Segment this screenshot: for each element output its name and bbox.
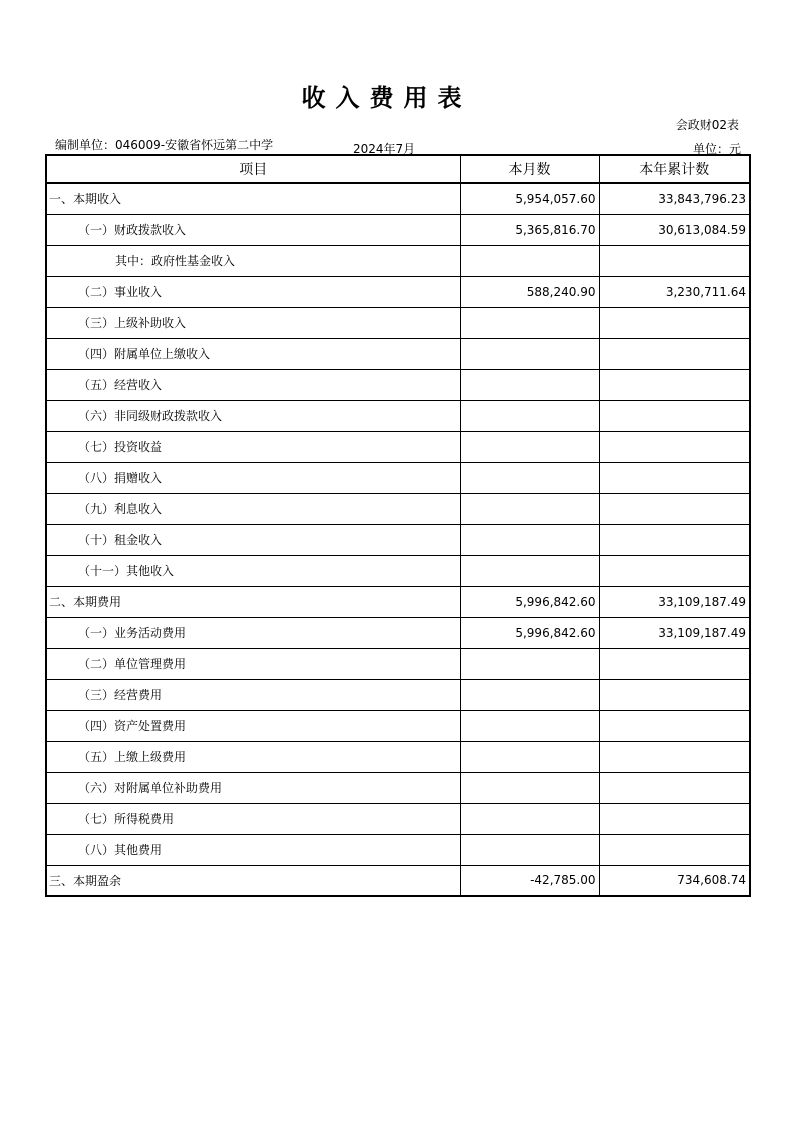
table-row bbox=[46, 276, 750, 307]
table-row bbox=[46, 462, 750, 493]
report-period: 2024年7月 bbox=[353, 142, 416, 156]
row-item: （四）资产处置费用 bbox=[46, 710, 460, 741]
row-ytd-value bbox=[599, 803, 750, 834]
row-ytd-value: 3,230,711.64 bbox=[599, 276, 750, 307]
row-ytd-value bbox=[599, 679, 750, 710]
row-item: （七）所得税费用 bbox=[46, 803, 460, 834]
row-month-value bbox=[460, 741, 599, 772]
column-header-month: 本月数 bbox=[460, 155, 599, 183]
table-row bbox=[46, 741, 750, 772]
row-ytd-value bbox=[599, 369, 750, 400]
row-ytd-value bbox=[599, 431, 750, 462]
row-item: （七）投资收益 bbox=[46, 431, 460, 462]
table-row bbox=[46, 679, 750, 710]
table-row bbox=[46, 555, 750, 586]
row-month-value bbox=[460, 803, 599, 834]
row-month-value bbox=[460, 307, 599, 338]
row-item: （四）附属单位上缴收入 bbox=[46, 338, 460, 369]
row-ytd-value bbox=[599, 772, 750, 803]
form-code: 会政财02表 bbox=[675, 118, 739, 132]
table-row bbox=[46, 183, 750, 214]
row-ytd-value: 33,843,796.23 bbox=[599, 183, 750, 214]
table-row bbox=[46, 338, 750, 369]
row-item: （一）业务活动费用 bbox=[46, 617, 460, 648]
row-ytd-value: 33,109,187.49 bbox=[599, 617, 750, 648]
table-row bbox=[46, 803, 750, 834]
row-month-value bbox=[460, 462, 599, 493]
row-month-value bbox=[460, 524, 599, 555]
row-month-value bbox=[460, 555, 599, 586]
row-item: （六）非同级财政拨款收入 bbox=[46, 400, 460, 431]
table-row bbox=[46, 586, 750, 617]
row-item: 其中：政府性基金收入 bbox=[46, 245, 460, 276]
row-month-value bbox=[460, 245, 599, 276]
table-row bbox=[46, 400, 750, 431]
row-month-value: 5,365,816.70 bbox=[460, 214, 599, 245]
row-item: （二）单位管理费用 bbox=[46, 648, 460, 679]
row-month-value bbox=[460, 493, 599, 524]
table-row bbox=[46, 710, 750, 741]
row-item: （十）租金收入 bbox=[46, 524, 460, 555]
table-row bbox=[46, 524, 750, 555]
row-ytd-value bbox=[599, 648, 750, 679]
reporting-entity: 编制单位：046009-安徽省怀远第二中学 bbox=[55, 138, 274, 152]
row-month-value: 588,240.90 bbox=[460, 276, 599, 307]
row-ytd-value bbox=[599, 245, 750, 276]
row-month-value: -42,785.00 bbox=[460, 865, 599, 896]
row-ytd-value bbox=[599, 741, 750, 772]
table-row bbox=[46, 431, 750, 462]
row-ytd-value bbox=[599, 555, 750, 586]
row-item: （八）捐赠收入 bbox=[46, 462, 460, 493]
row-item: （三）经营费用 bbox=[46, 679, 460, 710]
row-ytd-value bbox=[599, 307, 750, 338]
row-item: 二、本期费用 bbox=[46, 586, 460, 617]
row-ytd-value bbox=[599, 462, 750, 493]
row-month-value bbox=[460, 400, 599, 431]
income-expense-table bbox=[45, 154, 751, 897]
row-item: （五）经营收入 bbox=[46, 369, 460, 400]
table-header-row bbox=[46, 155, 750, 183]
row-item: （八）其他费用 bbox=[46, 834, 460, 865]
column-header-item: 项目 bbox=[46, 155, 460, 183]
row-month-value: 5,996,842.60 bbox=[460, 617, 599, 648]
column-header-ytd: 本年累计数 bbox=[599, 155, 750, 183]
table-row bbox=[46, 834, 750, 865]
report-title: 收入费用表 bbox=[301, 84, 472, 112]
currency-unit: 单位：元 bbox=[692, 142, 741, 156]
row-item: （二）事业收入 bbox=[46, 276, 460, 307]
row-ytd-value bbox=[599, 710, 750, 741]
row-ytd-value: 30,613,084.59 bbox=[599, 214, 750, 245]
row-month-value: 5,954,057.60 bbox=[460, 183, 599, 214]
row-month-value bbox=[460, 369, 599, 400]
row-month-value bbox=[460, 834, 599, 865]
row-ytd-value: 33,109,187.49 bbox=[599, 586, 750, 617]
table-row bbox=[46, 617, 750, 648]
row-ytd-value bbox=[599, 524, 750, 555]
table-row bbox=[46, 307, 750, 338]
row-item: 三、本期盈余 bbox=[46, 865, 460, 896]
table-row bbox=[46, 648, 750, 679]
table-row bbox=[46, 214, 750, 245]
table-row bbox=[46, 369, 750, 400]
row-ytd-value bbox=[599, 338, 750, 369]
row-month-value bbox=[460, 338, 599, 369]
row-item: （九）利息收入 bbox=[46, 493, 460, 524]
row-month-value bbox=[460, 710, 599, 741]
table-row bbox=[46, 493, 750, 524]
row-ytd-value: 734,608.74 bbox=[599, 865, 750, 896]
row-item: （六）对附属单位补助费用 bbox=[46, 772, 460, 803]
row-month-value bbox=[460, 648, 599, 679]
row-item: （十一）其他收入 bbox=[46, 555, 460, 586]
table-row bbox=[46, 772, 750, 803]
row-item: 一、本期收入 bbox=[46, 183, 460, 214]
row-month-value bbox=[460, 679, 599, 710]
row-item: （一）财政拨款收入 bbox=[46, 214, 460, 245]
row-item: （五）上缴上级费用 bbox=[46, 741, 460, 772]
table-row bbox=[46, 865, 750, 896]
row-item: （三）上级补助收入 bbox=[46, 307, 460, 338]
row-month-value bbox=[460, 772, 599, 803]
row-ytd-value bbox=[599, 493, 750, 524]
table-row bbox=[46, 245, 750, 276]
row-month-value bbox=[460, 431, 599, 462]
row-month-value: 5,996,842.60 bbox=[460, 586, 599, 617]
row-ytd-value bbox=[599, 400, 750, 431]
row-ytd-value bbox=[599, 834, 750, 865]
